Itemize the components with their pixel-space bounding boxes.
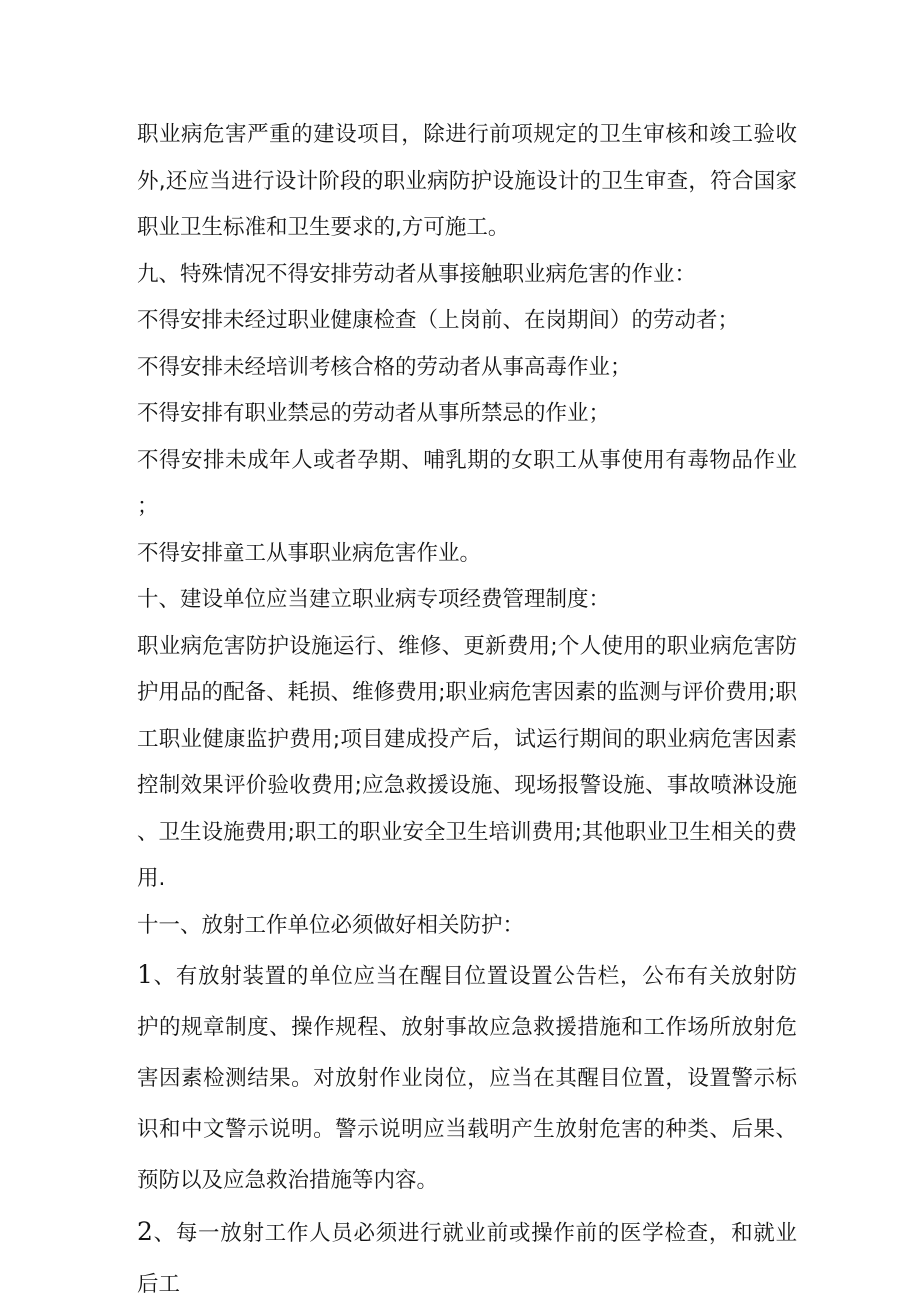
section-heading-eleven: 十一、放射工作单位必须做好相关防护： [137,912,525,938]
list-item: 不得安排未经培训考核合格的劳动者从事高毒作业； [137,354,632,380]
item-text: 、每一放射工作人员必须进行就业前或操作前的医学检查，和就业后工 [137,1221,797,1297]
section-heading-ten: 十、建设单位应当建立职业病专项经费管理制度： [137,587,611,612]
numbered-item-2 [137,1206,797,1310]
paragraph-expense-items: 职业病危害防护设施运行、维修、更新费用;个人使用的职业病危害防护用品的配备、耗损、维修费用;职业病危害因素的监测与评价费用;职工职业健康监护费用;项目建成投产后，试运行期间的职业病危害因素控制效果评价验收费用;应急救援设施、现场报警设施、事故喷淋设施、卫生设施费用;职工的职业安全卫生培训费用;其他职业卫生相关的费用. [137,633,797,891]
section-heading-nine: 九、特殊情况不得安排劳动者从事接触职业病危害的作业： [137,261,697,287]
list-item: 不得安排未经过职业健康检查（上岗前、在岗期间）的劳动者； [137,308,740,333]
list-item: 不得安排童工从事职业病危害作业。 [137,540,482,566]
item-text: 、有放射装置的单位应当在醒目位置设置公告栏，公布有关放射防护的规章制度、操作规程、放射事故应急救援措施和工作场所放射危害因素检测结果。对放射作业岗位，应当在其醒目位置，设置警示标识和中文警示说明。警示说明应当载明产生放射危害的种类、后果、预防以及应急救治措施等内容。 [137,964,797,1193]
list-item: 不得安排有职业禁忌的劳动者从事所禁忌的作业； [137,401,611,426]
item-number: 2 [137,1217,153,1246]
numbered-item-1 [137,949,797,1206]
document-body [137,112,797,1310]
paragraph-construction-review: 职业病危害严重的建设项目，除进行前项规定的卫生审核和竣工验收外,还应当进行设计阶段的职业病防护设施设计的卫生审查，符合国家职业卫生标准和卫生要求的,方可施工。 [137,122,797,240]
item-number: 1 [137,960,153,989]
list-item: 不得安排未成年人或者孕期、哺乳期的女职工从事使用有毒物品作业； [137,447,797,519]
